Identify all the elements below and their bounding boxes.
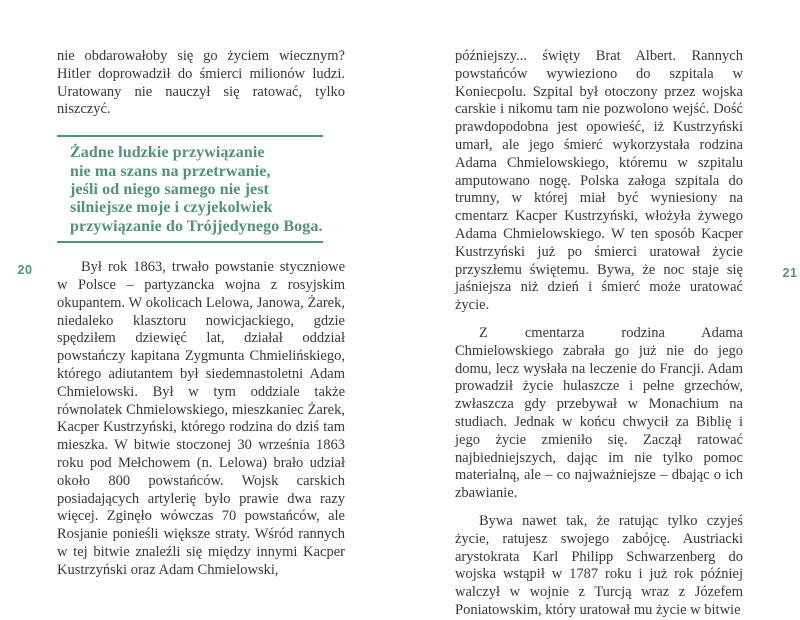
right-page-text-column — [455, 48, 743, 620]
pull-quote-line: nie ma szans na przetrwanie, — [70, 162, 271, 180]
pull-quote — [57, 137, 323, 241]
pull-quote-line: silniejsze moje i czyjekolwiek — [70, 199, 273, 217]
continuation-paragraph: późniejszy... święty Brat Albert. Rannych powstańców wywieziono do szpitala w Koniecpolu. Szpital był otoczony przez wojska carskie i nikomu tam nie pozwolono wejść. Dość prawdopodobna jest opowieść, iż Kustrzyński umarł, ale jego śmierć wykorzystała rodzina Adama Chmielowskiego, któremu w szpitalu amputowano nogę. Polska załoga szpitala do trumny, w której miał być wyniesiony na cmentarz Kacper Kustrzyński, włożyła żywego Adama Chmielowskiego. W ten sposób Kacper Kustrzyński już po śmierci uratował życie przyszłemu świętemu. Bywa, że noc staje się jaśniejsza niż dzień i śmierć może uratować życie. — [455, 48, 743, 314]
left-page-text-column — [57, 48, 345, 580]
pull-quote-block — [57, 135, 323, 243]
pull-quote-line: jeśli od niego samego nie jest — [70, 181, 269, 198]
page-number-left: 20 — [17, 263, 33, 277]
body-paragraph: Z cmentarza rodzina Adama Chmielowskiego zabrała go już nie do jego domu, lecz wysłała na leczenie do Francji. Adam prowadził życie hulaszcze i pełne grzechów, zwłaszcza gdy przebywał w Monachium na studiach. Jednak w końcu chwycił za Biblię i jego życie zmieniło się. Zaczął ratować najbiedniejszych, dając im nie tylko pomoc materialną, ale – co najważniejsze – dbając o ich zbawianie. — [455, 324, 743, 502]
continuation-paragraph: nie obdarowałoby się go życiem wiecznym? Hitler doprowadził do śmierci milionów ludzi. Uratowany nie nauczył się ratować, tylko niszczyć. — [57, 48, 345, 118]
body-paragraph: Był rok 1863, trwało powstanie styczniowe w Polsce – partyzancka wojna z rosyjskim okupantem. W okolicach Lelowa, Janowa, Żarek, niedaleko klasztoru nowicjackiego, gdzie spędziłem dziewięć lat, działał oddział powstańczy kapitana Zygmunta Chmielińskiego, którego adiutantem był siedemnastoletni Adam Chmielowski. Był w tym oddziale także równolatek Chmielowskiego, mieszkaniec Żarek, Kacper Kustrzyński, którego rodzina do dziś tam mieszka. W bitwie stoczonej 30 września 1863 roku pod Mełchowem (n. Lelowa) brało udział około 800 powstańców. Wojsk carskich posiadających artylerię było prawie dwa razy więcej. Zginęło wówczas 70 powstańców, ale Rosjanie ponieśli większe straty. Wśród rannych w tej bitwie znaleźli się między innymi Kacper Kustrzyński oraz Adam Chmielowski, — [57, 259, 345, 578]
page-number-right: 21 — [782, 266, 798, 280]
body-paragraph: Bywa nawet tak, że ratując tylko czyjeś życie, ratujesz swojego zabójcę. Austriacki arystokrata Karl Philipp Schwarzenberg do wojska wstąpił w 1787 roku i już rok później walczył w wojnie z Turcją wraz z Józefem Poniatowskim, który uratował mu życie w bitwie — [455, 512, 743, 618]
pull-quote-line: przywiązanie do Trójjedynego Boga. — [70, 217, 323, 235]
pull-quote-line: Żadne ludzkie przywiązanie — [70, 144, 265, 162]
quote-rule-bottom — [57, 241, 323, 243]
